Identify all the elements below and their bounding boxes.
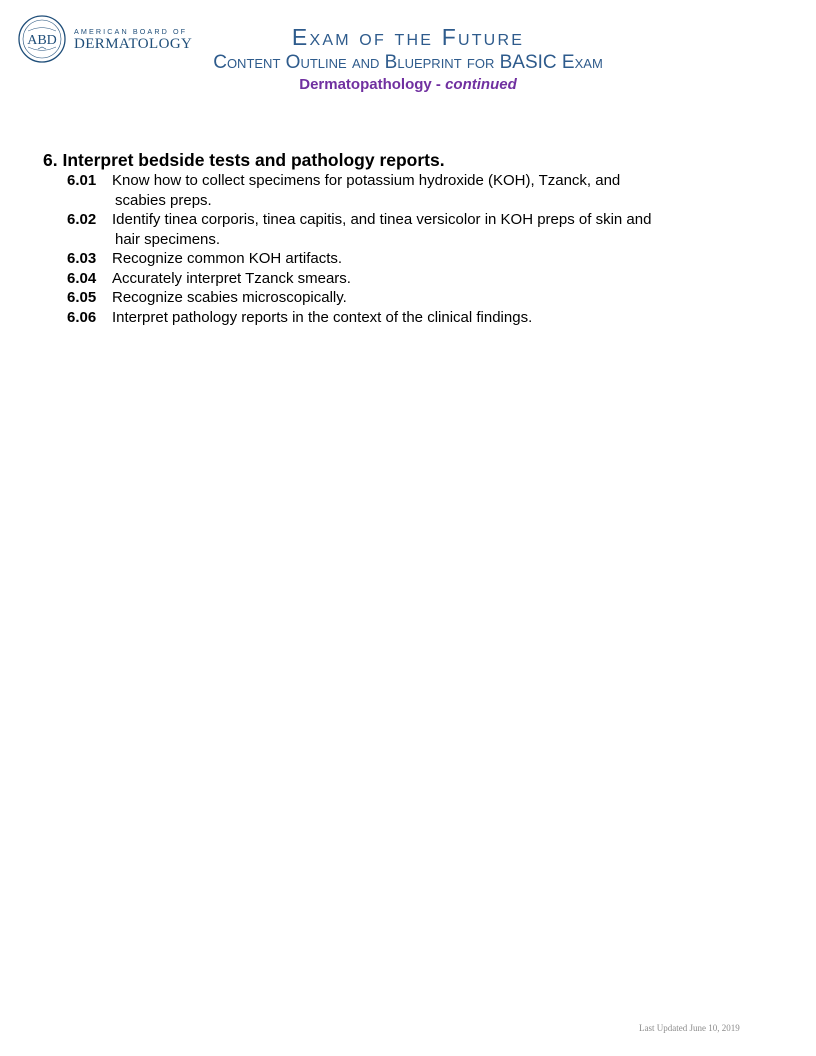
list-item <box>67 171 757 210</box>
page-subtitle: Content Outline and Blueprint for BASIC Exam <box>213 52 603 73</box>
list-item <box>67 269 757 289</box>
item-text: Interpret pathology reports in the context of the clinical findings. <box>112 308 533 326</box>
section-name: Dermatopathology - <box>299 76 446 93</box>
org-name-bottom: DERMATOLOGY <box>74 36 193 52</box>
list-item <box>67 308 757 328</box>
item-text: Identify tinea corporis, tinea capitis, and tinea versicolor in KOH preps of skin and <box>112 211 652 228</box>
item-number: 6.03 <box>67 250 97 267</box>
last-updated: Last Updated June 10, 2019 <box>639 1023 740 1033</box>
item-text-cont: scabies preps. <box>115 191 212 209</box>
section-continued: continued <box>445 76 517 93</box>
item-number: 6.06 <box>67 308 97 326</box>
list-item <box>67 210 757 249</box>
item-text: Accurately interpret Tzanck smears. <box>112 269 351 287</box>
list-item <box>67 249 757 269</box>
item-number: 6.01 <box>67 172 97 189</box>
item-text: Know how to collect specimens for potassium hydroxide (KOH), Tzanck, and <box>112 172 621 189</box>
list-item <box>67 288 757 308</box>
org-name-top: AMERICAN BOARD OF <box>74 27 188 36</box>
item-number: 6.02 <box>67 211 97 228</box>
item-text: Recognize scabies microscopically. <box>112 289 347 306</box>
page-title: Exam of the Future <box>291 24 525 50</box>
seal-text: ABD <box>27 33 57 48</box>
section-label <box>0 76 816 93</box>
objective-list <box>67 171 757 327</box>
item-text: Recognize common KOH artifacts. <box>112 250 343 267</box>
item-number: 6.05 <box>67 289 97 306</box>
topic-heading: 6. Interpret bedside tests and pathology reports. <box>43 150 445 170</box>
item-text-cont: hair specimens. <box>115 230 221 248</box>
item-number: 6.04 <box>67 269 97 287</box>
